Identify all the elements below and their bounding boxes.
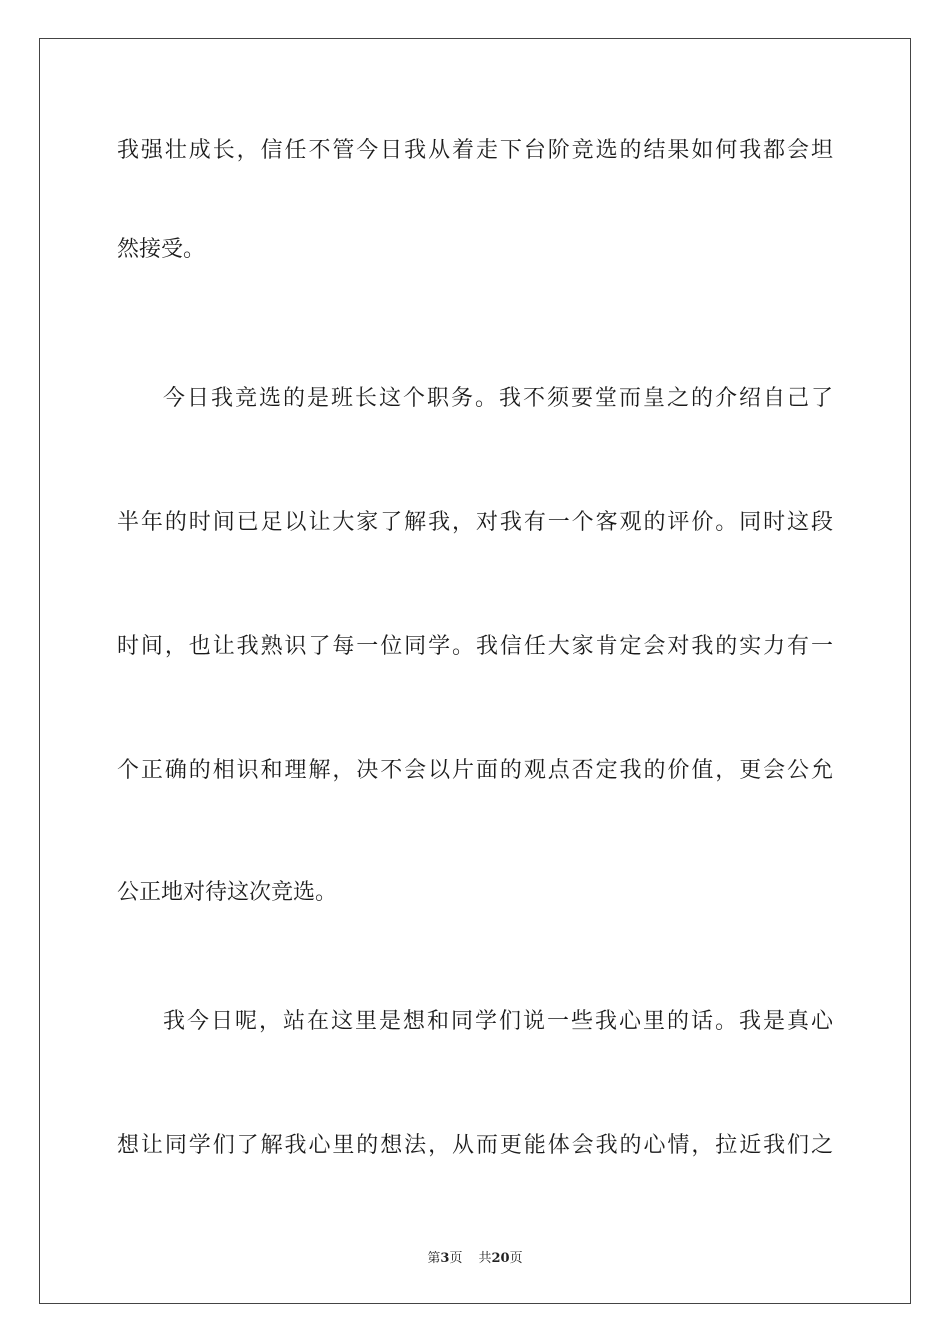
body-text-line: 我今日呢，站在这里是想和同学们说一些我心里的话。我是真心 bbox=[163, 1009, 833, 1034]
body-text-line: 时间，也让我熟识了每一位同学。我信任大家肯定会对我的实力有一 bbox=[117, 634, 833, 659]
total-prefix: 共 bbox=[478, 1251, 492, 1266]
page-suffix: 页 bbox=[449, 1251, 463, 1266]
page-footer bbox=[0, 1247, 950, 1266]
body-text-line: 半年的时间已足以让大家了解我，对我有一个客观的评价。同时这段 bbox=[117, 510, 833, 535]
page-prefix: 第 bbox=[427, 1251, 441, 1266]
total-page-count: 20 bbox=[491, 1251, 510, 1266]
page-border bbox=[39, 38, 911, 1304]
body-text-line: 今日我竞选的是班长这个职务。我不须要堂而皇之的介绍自己了 bbox=[163, 386, 833, 411]
body-text-line: 个正确的相识和理解，决不会以片面的观点否定我的价值，更会公允 bbox=[117, 758, 833, 783]
body-text-line: 想让同学们了解我心里的想法，从而更能体会我的心情，拉近我们之 bbox=[117, 1133, 833, 1158]
body-text-line: 公正地对待这次竞选。 bbox=[117, 880, 338, 905]
body-text-line: 然接受。 bbox=[117, 237, 206, 262]
body-text-line: 我强壮成长，信任不管今日我从着走下台阶竞选的结果如何我都会坦 bbox=[117, 138, 833, 163]
current-page-number: 3 bbox=[440, 1251, 450, 1266]
total-suffix: 页 bbox=[509, 1251, 523, 1266]
